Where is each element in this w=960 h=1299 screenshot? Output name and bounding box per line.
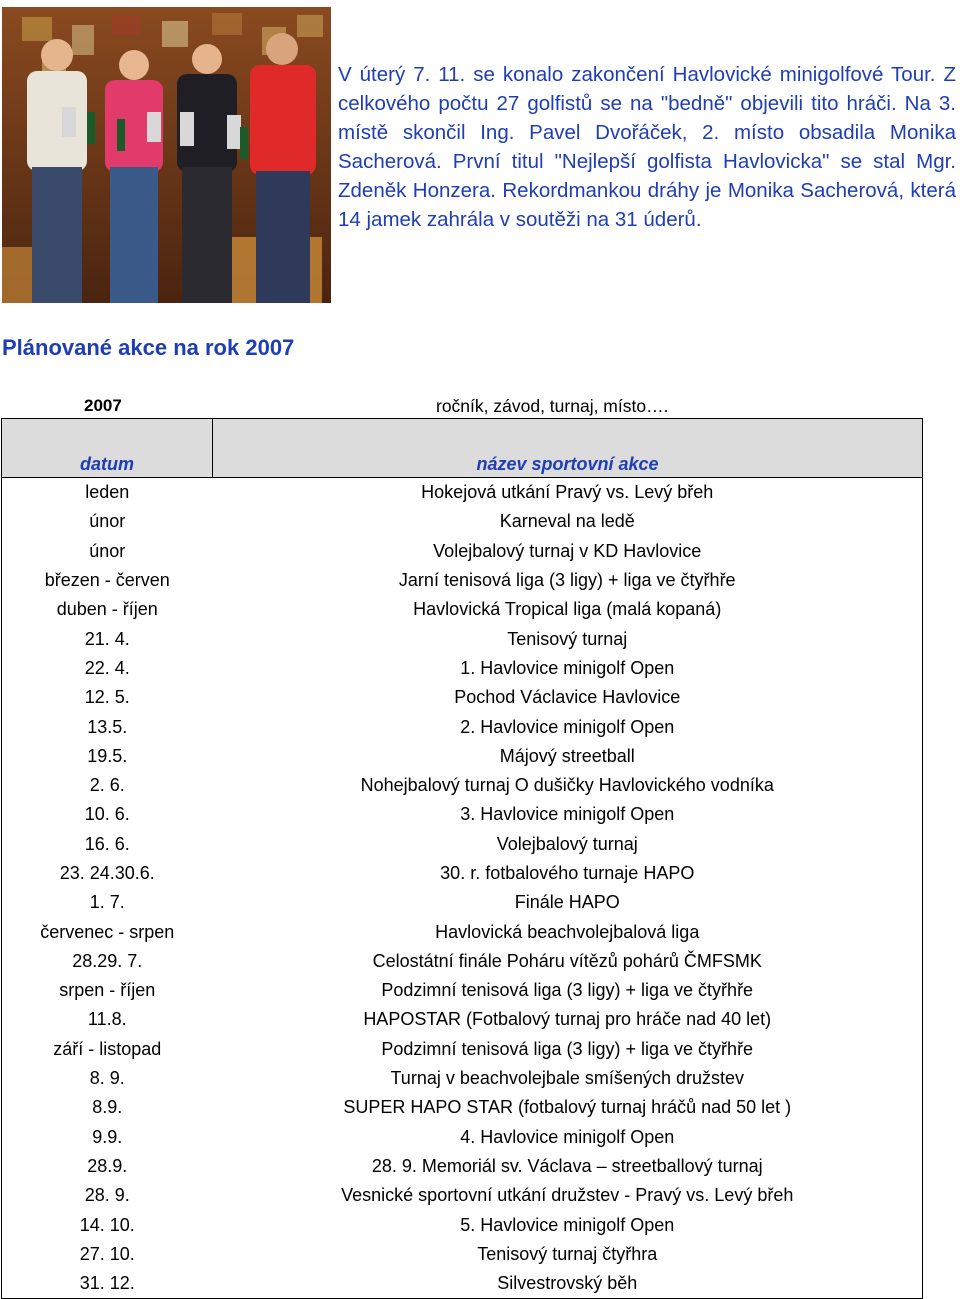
event-date: 8. 9. — [2, 1064, 213, 1093]
table-row — [2, 917, 923, 946]
event-date: duben - říjen — [2, 595, 213, 624]
table-row — [2, 478, 923, 508]
table-row — [2, 1093, 923, 1122]
events-body — [2, 478, 923, 1299]
event-name: Tenisový turnaj — [213, 624, 923, 653]
table-row — [2, 1064, 923, 1093]
year-label: 2007 — [84, 396, 122, 415]
event-date: 28.29. 7. — [2, 947, 213, 976]
table-row — [2, 859, 923, 888]
event-name: Celostátní finále Poháru vítězů pohárů ČMFSMK — [213, 947, 923, 976]
table-row — [2, 1005, 923, 1034]
event-name: Hokejová utkání Pravý vs. Levý břeh — [213, 478, 923, 508]
events-table — [1, 418, 923, 1299]
event-name: 4. Havlovice minigolf Open — [213, 1123, 923, 1152]
event-date: 1. 7. — [2, 888, 213, 917]
event-date: leden — [2, 478, 213, 508]
event-date: 19.5. — [2, 742, 213, 771]
event-date: 27. 10. — [2, 1240, 213, 1269]
event-date: 14. 10. — [2, 1210, 213, 1239]
table-row — [2, 683, 923, 712]
event-date: 23. 24.30.6. — [2, 859, 213, 888]
event-date: 28.9. — [2, 1152, 213, 1181]
event-date: únor — [2, 507, 213, 536]
event-name: Havlovická Tropical liga (malá kopaná) — [213, 595, 923, 624]
table-row — [2, 566, 923, 595]
event-name: Havlovická beachvolejbalová liga — [213, 917, 923, 946]
event-date: 21. 4. — [2, 624, 213, 653]
event-name: Volejbalový turnaj v KD Havlovice — [213, 537, 923, 566]
table-row — [2, 624, 923, 653]
header-event-name: název sportovní akce — [213, 419, 923, 478]
event-name: 1. Havlovice minigolf Open — [213, 654, 923, 683]
event-name: 3. Havlovice minigolf Open — [213, 800, 923, 829]
table-row — [2, 742, 923, 771]
event-date: 16. 6. — [2, 830, 213, 859]
table-row — [2, 1181, 923, 1210]
event-name: 30. r. fotbalového turnaje HAPO — [213, 859, 923, 888]
event-date: září - listopad — [2, 1035, 213, 1064]
event-name: Podzimní tenisová liga (3 ligy) + liga ve čtyřhře — [213, 1035, 923, 1064]
table-row — [2, 507, 923, 536]
event-date: 8.9. — [2, 1093, 213, 1122]
table-row — [2, 976, 923, 1005]
event-date: 28. 9. — [2, 1181, 213, 1210]
intro-paragraph: V úterý 7. 11. se konalo zakončení Havlovické minigolfové Tour. Z celkového počtu 27 golfistů se na "bedně" objevili tito hráči. Na 3. místě skončil Ing. Pavel Dvořáček, 2. místo obsadila Monika Sacherová. První titul "Nejlepší golfista Havlovicka" se stal Mgr. Zdeněk Honzera. Rekordmankou dráhy je Monika Sacherová, která 14 jamek zahrála v soutěži na 31 úderů. — [338, 63, 956, 231]
event-date: 11.8. — [2, 1005, 213, 1034]
event-name: Pochod Václavice Havlovice — [213, 683, 923, 712]
event-name: Májový streetball — [213, 742, 923, 771]
event-date: únor — [2, 537, 213, 566]
table-row — [2, 1210, 923, 1239]
table-row — [2, 947, 923, 976]
event-date: 12. 5. — [2, 683, 213, 712]
event-name: Nohejbalový turnaj O dušičky Havlovického vodníka — [213, 771, 923, 800]
event-name: Tenisový turnaj čtyřhra — [213, 1240, 923, 1269]
event-date: 31. 12. — [2, 1269, 213, 1299]
event-name: Turnaj v beachvolejbale smíšených družstev — [213, 1064, 923, 1093]
trophy-photo-illustration — [2, 7, 331, 303]
header-date: datum — [2, 419, 213, 478]
table-row — [2, 595, 923, 624]
event-name: Podzimní tenisová liga (3 ligy) + liga ve čtyřhře — [213, 976, 923, 1005]
table-header-row — [2, 419, 923, 478]
table-row — [2, 1152, 923, 1181]
event-name: Vesnické sportovní utkání družstev - Pravý vs. Levý břeh — [213, 1181, 923, 1210]
table-row — [2, 1240, 923, 1269]
event-name: Karneval na ledě — [213, 507, 923, 536]
table-row — [2, 712, 923, 741]
event-date: březen - červen — [2, 566, 213, 595]
event-date: 9.9. — [2, 1123, 213, 1152]
table-row — [2, 1269, 923, 1299]
table-row — [2, 800, 923, 829]
event-date: červenec - srpen — [2, 917, 213, 946]
event-name: Finále HAPO — [213, 888, 923, 917]
event-name: SUPER HAPO STAR (fotbalový turnaj hráčů nad 50 let ) — [213, 1093, 923, 1122]
section-title: Plánované akce na rok 2007 — [2, 335, 295, 360]
event-name: HAPOSTAR (Fotbalový turnaj pro hráče nad 40 let) — [213, 1005, 923, 1034]
event-name: Volejbalový turnaj — [213, 830, 923, 859]
event-name: 5. Havlovice minigolf Open — [213, 1210, 923, 1239]
event-name: Silvestrovský běh — [213, 1269, 923, 1299]
event-name: 2. Havlovice minigolf Open — [213, 712, 923, 741]
table-row — [2, 771, 923, 800]
table-row — [2, 888, 923, 917]
event-date: 2. 6. — [2, 771, 213, 800]
table-row — [2, 1123, 923, 1152]
event-name: Jarní tenisová liga (3 ligy) + liga ve čtyřhře — [213, 566, 923, 595]
year-description: ročník, závod, turnaj, místo…. — [436, 396, 669, 416]
event-date: 10. 6. — [2, 800, 213, 829]
table-row — [2, 537, 923, 566]
trophy-photo — [2, 7, 331, 303]
table-row — [2, 654, 923, 683]
event-date: 22. 4. — [2, 654, 213, 683]
event-date: 13.5. — [2, 712, 213, 741]
table-row — [2, 1035, 923, 1064]
table-row — [2, 830, 923, 859]
event-name: 28. 9. Memoriál sv. Václava – streetballový turnaj — [213, 1152, 923, 1181]
event-date: srpen - říjen — [2, 976, 213, 1005]
